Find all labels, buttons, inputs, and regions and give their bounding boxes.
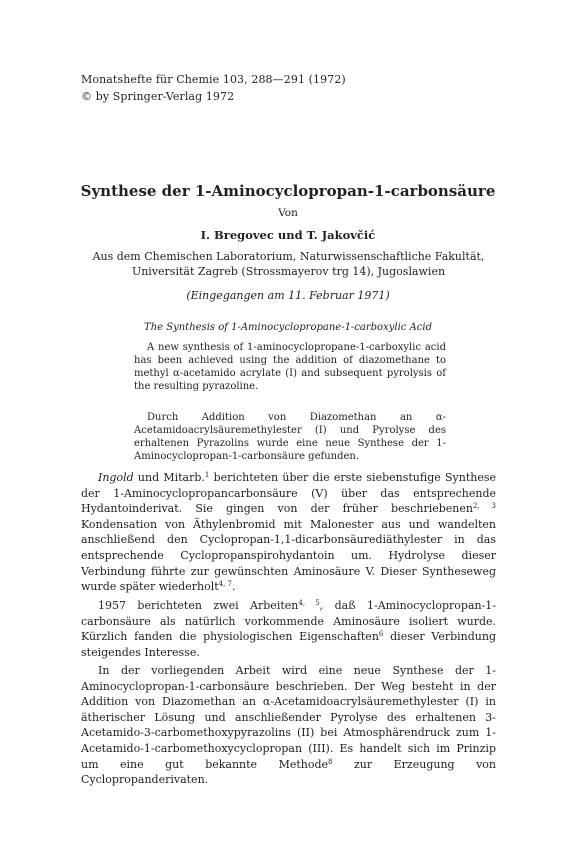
footnote-ref: 6 (378, 630, 384, 639)
paragraph-text: 1957 berichteten zwei Arbeiten (98, 599, 299, 612)
footnote-ref: 1 (204, 471, 210, 479)
authors: I. Bregovec und T. Jakovčić (200, 228, 376, 242)
footnote-ref: 2, 3 (472, 502, 496, 511)
footnote-ref: 4, 7 (218, 580, 232, 589)
body-paragraph-3 (81, 663, 496, 788)
abstract-german-text: Durch Addition von Diazomethan an α-Acetamidoacrylsäuremethylester (I) und Pyrolyse des erhaltenen Pyrazolins wurde eine neue Synthese der 1-Aminocyclopropan-1-carbonsäure gefunden. (134, 412, 446, 462)
author-reference: Ingold (98, 471, 134, 484)
affiliation-line-2: Universität Zagreb (Strossmayerov trg 14), Jugoslawien (131, 265, 446, 278)
paragraph-text: . (232, 580, 236, 594)
body-paragraph-1 (81, 470, 496, 595)
paragraph-text: zur Erzeugung von Cyclopropanderivaten. (81, 757, 496, 787)
by-label: Von (278, 207, 298, 219)
abstract-german (134, 411, 446, 463)
body-paragraph-2 (81, 598, 496, 660)
paragraph-text: berichteten über die erste siebenstufige Synthese der 1-Aminocyclopropancarbonsäure (V) über das entsprechende Hydantoinderivat. Sie gingen von der früher beschriebenen (81, 471, 496, 516)
article-title: Synthese der 1-Aminocyclopropan-1-carbonsäure (80, 182, 496, 200)
paragraph-text: und Mitarb. (133, 471, 205, 484)
affiliation (81, 249, 496, 279)
copyright-notice: © by Springer-Verlag 1972 (81, 90, 235, 103)
paragraph-text: In der vorliegenden Arbeit wird eine neue Synthese der 1-Aminocyclopropan-1-carbonsäure beschrieben. Der Weg besteht in der Addition von Diazomethan an α-Acetamidoacrylsäuremethylester (I) in ätherischer Lösung und anschließender Pyrolyse des erhaltenen 3-Acetamido-3-carbomethoxypyrazolins (II) bei Atmosphärendruck zum 1-Acetamido-1-carbomethoxycyclopropan (III). Es handelt sich im Prinzip um eine gut bekannte Methode (81, 664, 496, 771)
paragraph-text: dieser Verbindung steigendes Interesse. (81, 630, 496, 659)
affiliation-line-1: Aus dem Chemischen Laboratorium, Naturwissenschaftliche Fakultät, (92, 250, 485, 263)
journal-citation: Monatshefte für Chemie 103, 288—291 (1972) (81, 73, 346, 86)
footnote-ref: 4, 5 (298, 599, 320, 607)
paragraph-text: , daß 1-Aminocyclopropan-1-carbonsäure als natürlich vorkommende Aminosäure isoliert wurde. Kürzlich fanden die physiologischen Eigenschaften (81, 599, 497, 644)
paragraph-text: Kondensation von Äthylenbromid mit Malonester aus und wandelten anschließend den Cyclopropan-1,1-dicarbonsäurediäthylester in das entsprechende Cyclopropanspirohydantoin um. Hydrolyse dieser Verbindung führte zur gewünschten Aminosäure V. Dieser Syntheseweg wurde später wiederholt (81, 517, 496, 594)
abstract-english-text: A new synthesis of 1-aminocyclopropane-1-carboxylic acid has been achieved using the addition of diazomethane to methyl α-acetamido acrylate (I) and subsequent pyrolysis of the resulting pyrazoline. (134, 342, 446, 392)
footnote-ref: 8 (328, 757, 333, 766)
received-date: (Eingegangen am 11. Februar 1971) (186, 289, 390, 302)
abstract-english (134, 341, 446, 393)
english-title: The Synthesis of 1-Aminocyclopropane-1-carboxylic Acid (144, 322, 432, 333)
